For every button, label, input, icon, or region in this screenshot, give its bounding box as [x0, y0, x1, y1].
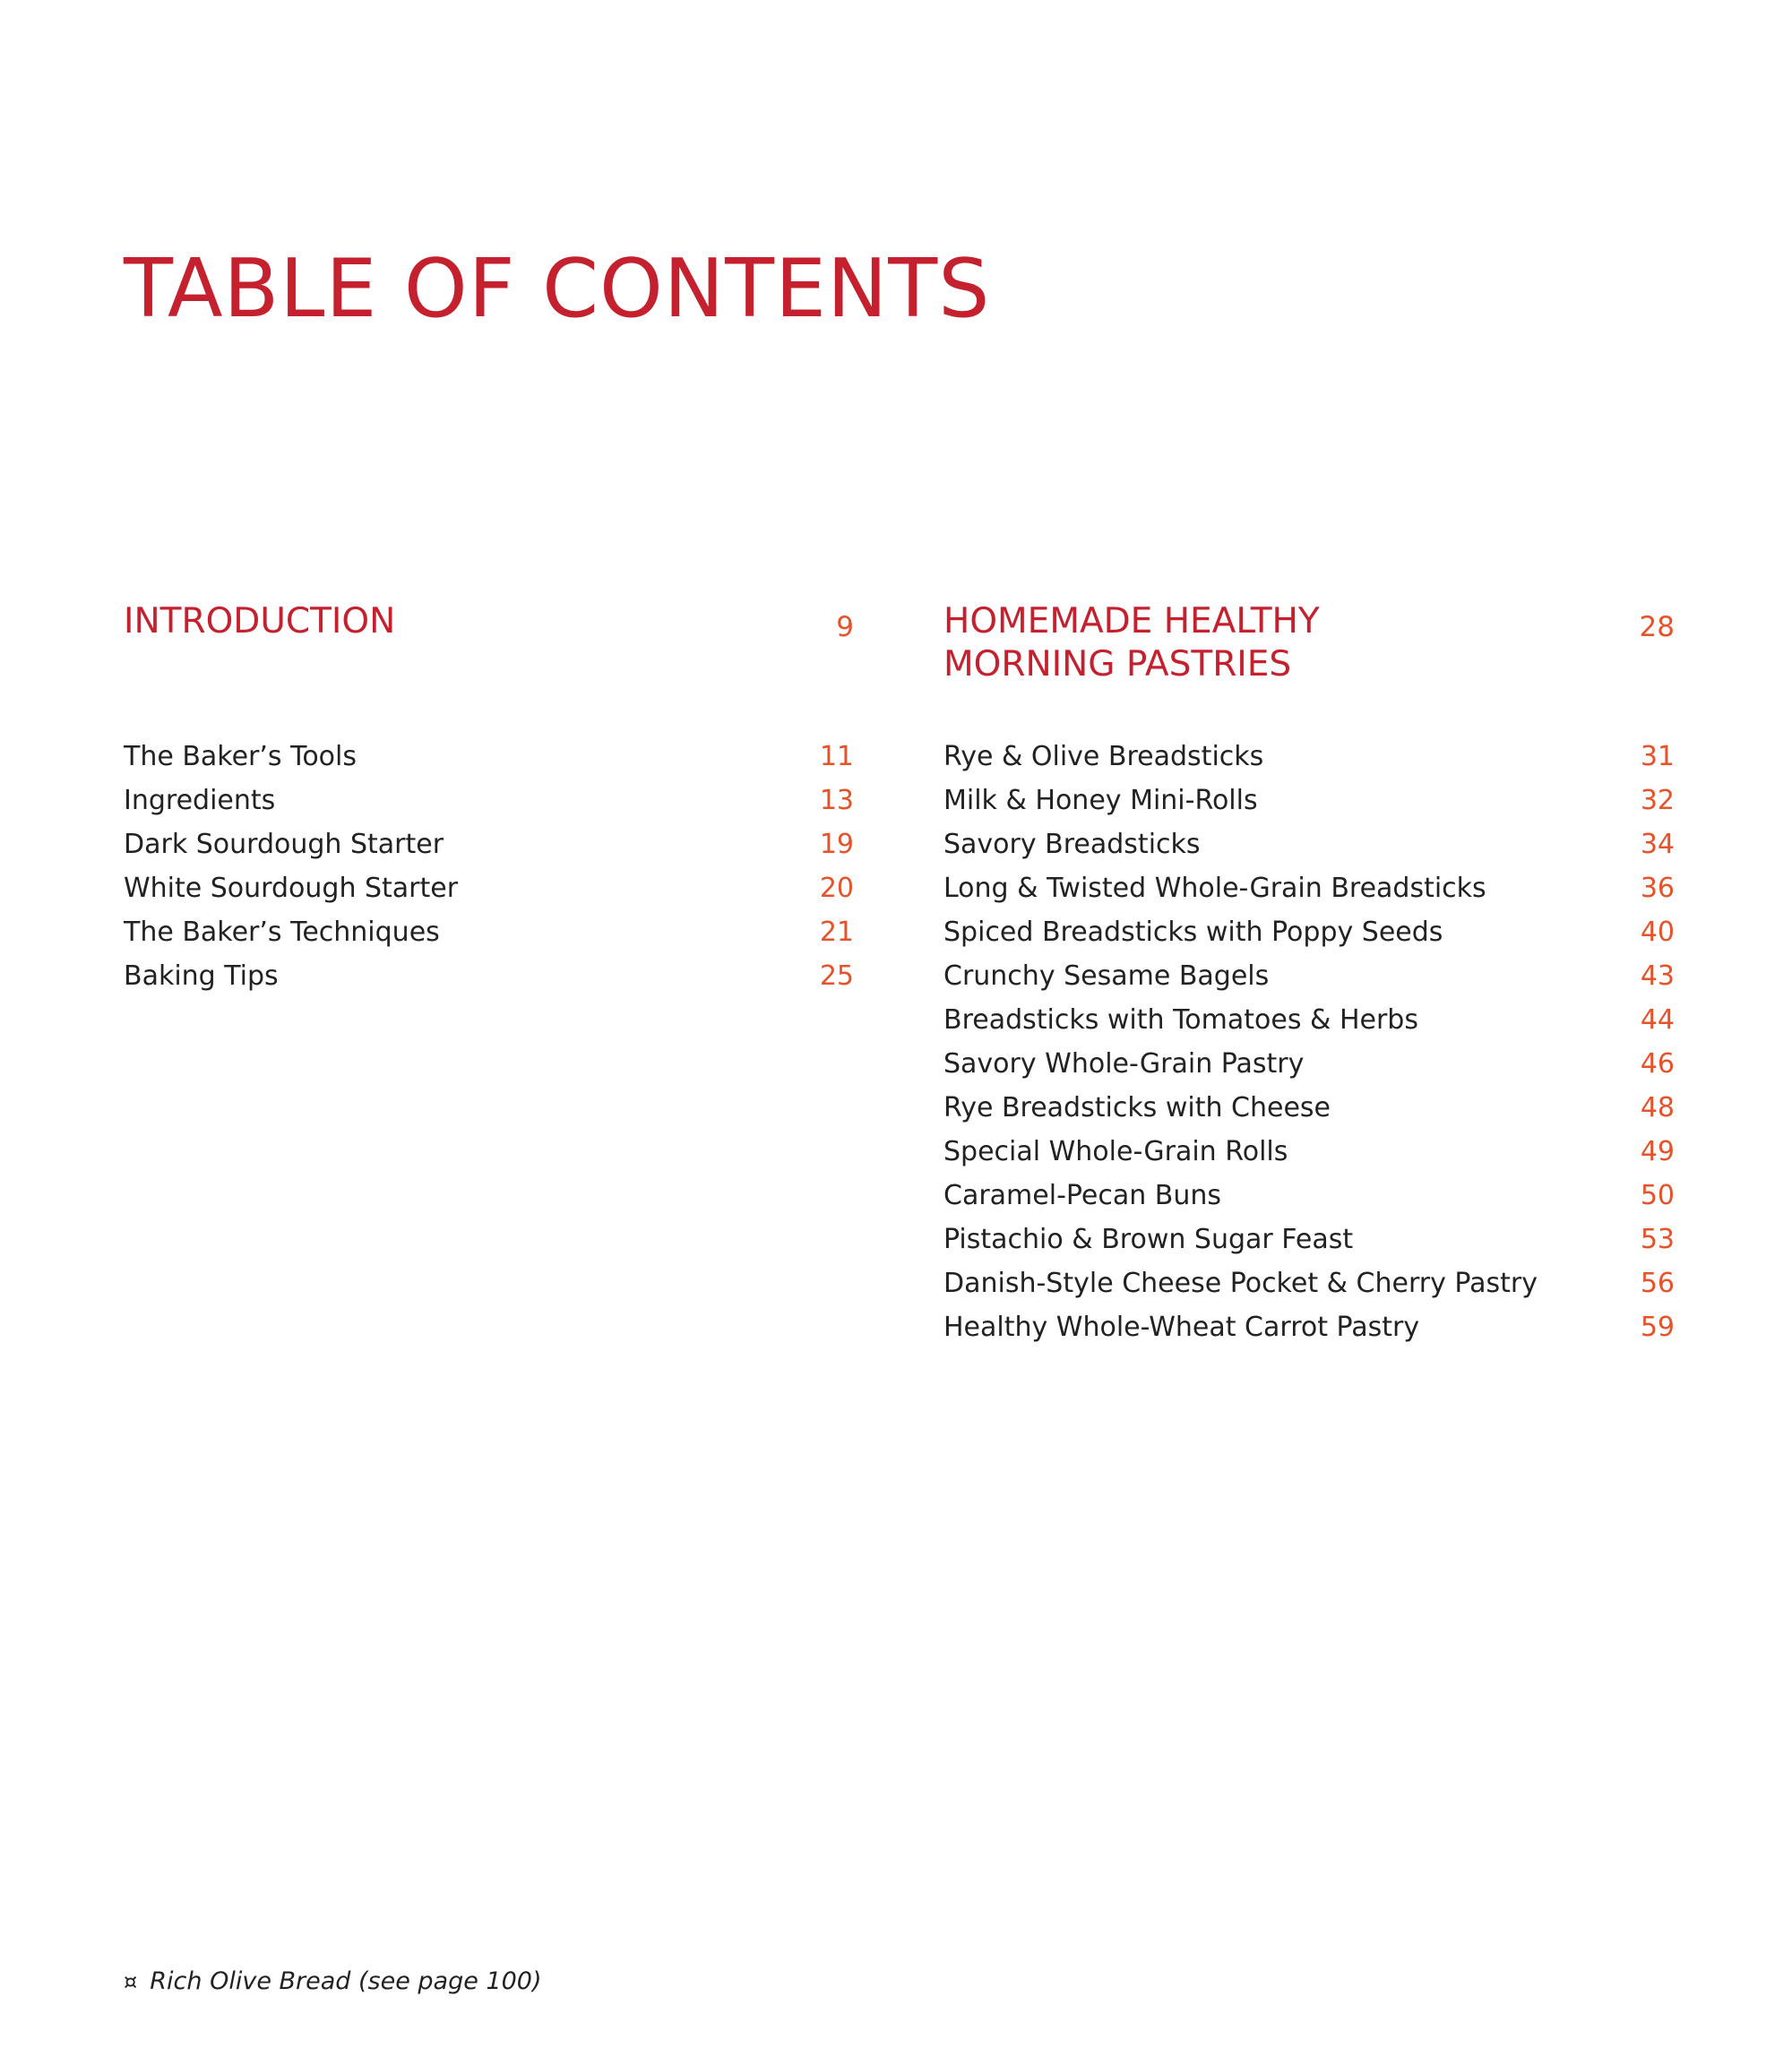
entry-title: Baking Tips — [124, 960, 279, 992]
toc-entry — [943, 1305, 1675, 1349]
entry-page-number: 20 — [819, 873, 854, 904]
entry-title: Long & Twisted Whole-Grain Breadsticks — [943, 873, 1486, 904]
toc-entry — [943, 779, 1675, 822]
entry-page-number: 44 — [1640, 1004, 1675, 1036]
entry-list — [943, 735, 1675, 1349]
photo-caption — [124, 1967, 542, 1995]
toc-entry — [124, 735, 854, 779]
entry-title: Crunchy Sesame Bagels — [943, 960, 1270, 992]
toc-entry — [943, 1218, 1675, 1261]
entry-page-number: 56 — [1640, 1268, 1675, 1299]
entry-page-number: 32 — [1640, 785, 1675, 816]
section-title: HOMEMADE HEALTHY MORNING PASTRIES — [943, 601, 1320, 684]
section-header — [943, 600, 1675, 735]
entry-page-number: 36 — [1640, 873, 1675, 904]
toc-entry — [943, 1174, 1675, 1218]
entry-title: Savory Whole-Grain Pastry — [943, 1048, 1305, 1080]
toc-entry — [124, 954, 854, 998]
entry-title: Ingredients — [124, 785, 276, 816]
toc-entry — [943, 866, 1675, 910]
toc-entry — [124, 866, 854, 910]
entry-page-number: 43 — [1640, 960, 1675, 992]
toc-entry — [943, 1130, 1675, 1174]
toc-entry — [943, 1086, 1675, 1130]
entry-title: Savory Breadsticks — [943, 829, 1201, 860]
entry-page-number: 48 — [1640, 1092, 1675, 1123]
entry-page-number: 13 — [819, 785, 854, 816]
toc-entry — [943, 998, 1675, 1042]
toc-entry — [124, 910, 854, 954]
section-page-number: 28 — [1639, 611, 1675, 643]
entry-title: Special Whole-Grain Rolls — [943, 1136, 1288, 1167]
entry-page-number: 40 — [1640, 917, 1675, 948]
entry-page-number: 53 — [1640, 1224, 1675, 1255]
toc-entry — [124, 822, 854, 866]
entry-title: Healthy Whole-Wheat Carrot Pastry — [943, 1312, 1420, 1343]
section-header — [124, 600, 854, 735]
entry-page-number: 25 — [819, 960, 854, 992]
entry-title: The Baker’s Techniques — [124, 917, 440, 948]
entry-page-number: 50 — [1640, 1180, 1675, 1211]
toc-entry — [943, 735, 1675, 779]
entry-page-number: 19 — [819, 829, 854, 860]
entry-title: Rye & Olive Breadsticks — [943, 741, 1264, 772]
toc-section-introduction — [124, 600, 854, 998]
entry-title: Spiced Breadsticks with Poppy Seeds — [943, 917, 1443, 948]
entry-page-number: 21 — [819, 917, 854, 948]
toc-section-morning-pastries — [943, 600, 1675, 1349]
entry-title: Milk & Honey Mini-Rolls — [943, 785, 1258, 816]
entry-title: Danish-Style Cheese Pocket & Cherry Pastry — [943, 1268, 1538, 1299]
toc-entry — [943, 910, 1675, 954]
entry-page-number: 11 — [819, 741, 854, 772]
entry-title: White Sourdough Starter — [124, 873, 459, 904]
entry-page-number: 46 — [1640, 1048, 1675, 1080]
entry-title: Pistachio & Brown Sugar Feast — [943, 1224, 1354, 1255]
toc-entry — [943, 822, 1675, 866]
toc-entry — [943, 954, 1675, 998]
section-page-number: 9 — [836, 611, 854, 643]
section-title: INTRODUCTION — [124, 601, 396, 641]
entry-page-number: 34 — [1640, 829, 1675, 860]
pointer-icon: ¤ — [124, 1968, 138, 1994]
entry-title: Rye Breadsticks with Cheese — [943, 1092, 1331, 1123]
entry-title: Breadsticks with Tomatoes & Herbs — [943, 1004, 1418, 1036]
entry-page-number: 31 — [1640, 741, 1675, 772]
entry-list — [124, 735, 854, 998]
entry-title: The Baker’s Tools — [124, 741, 357, 772]
caption-text: Rich Olive Bread (see page 100) — [150, 1967, 542, 1995]
entry-title: Caramel-Pecan Buns — [943, 1180, 1222, 1211]
entry-page-number: 59 — [1640, 1312, 1675, 1343]
toc-entry — [124, 779, 854, 822]
toc-entry — [943, 1261, 1675, 1305]
page-title: TABLE OF CONTENTS — [124, 242, 991, 336]
toc-entry — [943, 1042, 1675, 1086]
entry-page-number: 49 — [1640, 1136, 1675, 1167]
entry-title: Dark Sourdough Starter — [124, 829, 444, 860]
